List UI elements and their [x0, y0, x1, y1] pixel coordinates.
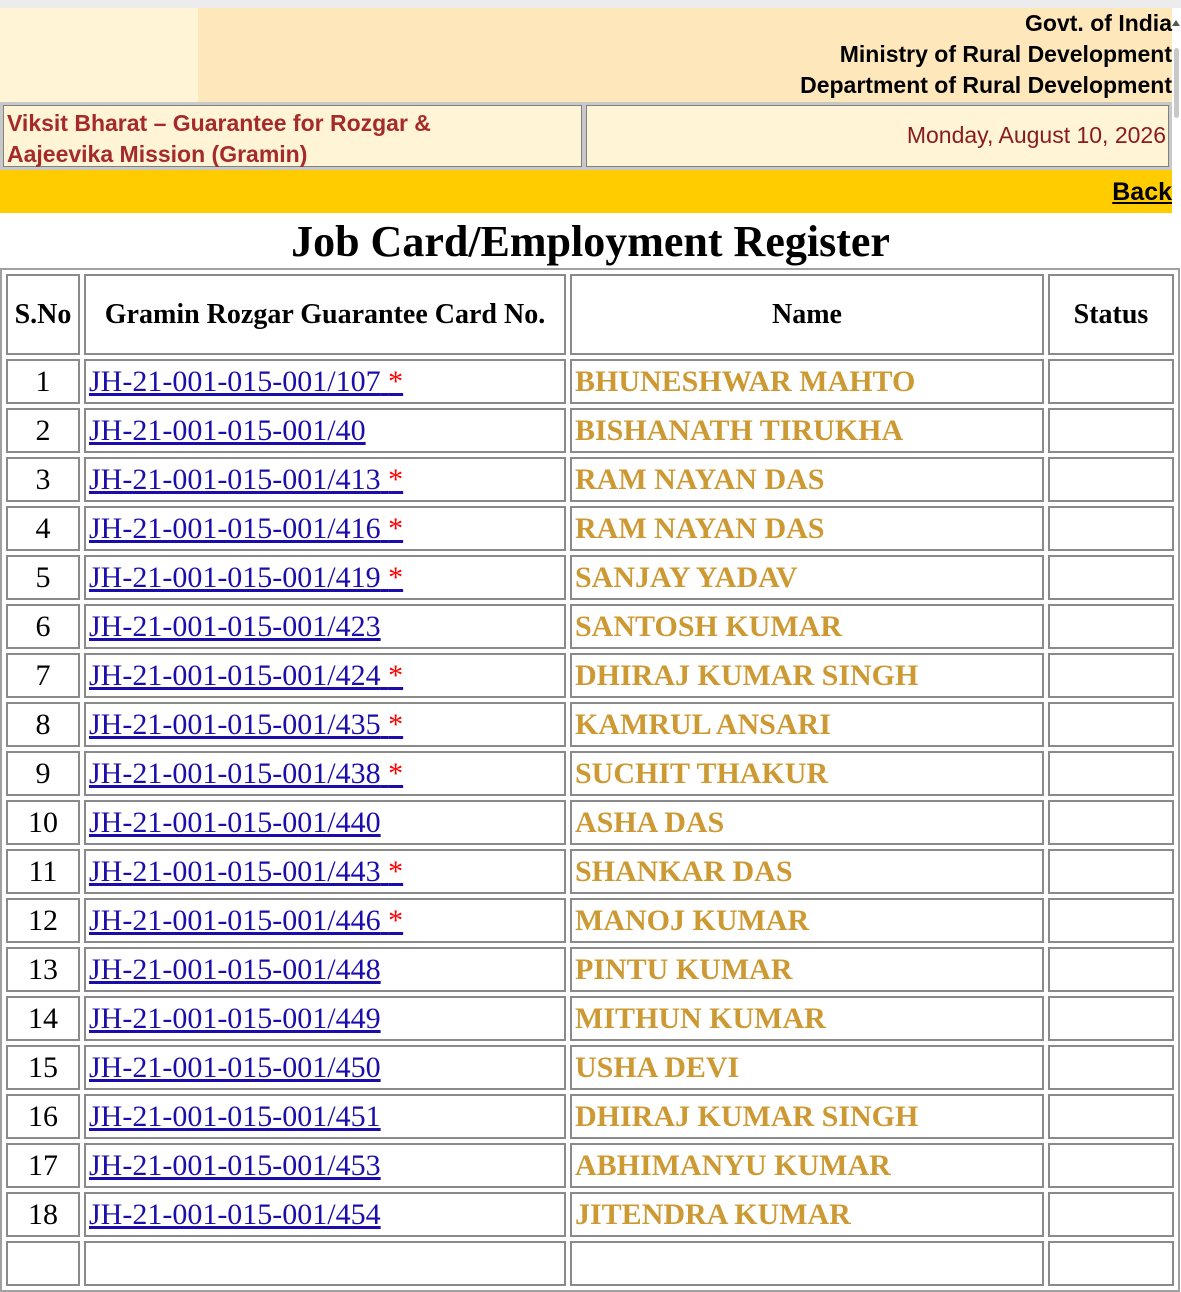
card-number-link[interactable]: [89, 1149, 381, 1182]
table-row: [6, 1045, 1174, 1090]
table-row: [6, 359, 1174, 404]
serial-number: 18: [6, 1192, 80, 1237]
card-number-link[interactable]: [89, 708, 403, 741]
card-number-link[interactable]: [89, 414, 366, 447]
card-number-cell: [84, 800, 566, 845]
card-number-cell: [84, 653, 566, 698]
table-row: [6, 506, 1174, 551]
person-name: SANJAY YADAV: [570, 555, 1044, 600]
card-number-text: JH-21-001-015-001/413: [89, 462, 381, 496]
table-row: [6, 947, 1174, 992]
asterisk-marker: *: [388, 707, 404, 741]
table-row: [6, 1192, 1174, 1237]
status-cell: [1048, 1094, 1174, 1139]
status-cell: [1048, 947, 1174, 992]
status-cell: [1048, 506, 1174, 551]
date-cell: [586, 105, 1169, 167]
card-number-cell: [84, 1192, 566, 1237]
back-link[interactable]: Back: [1112, 178, 1172, 206]
person-name: [570, 1241, 1044, 1286]
person-name: MANOJ KUMAR: [570, 898, 1044, 943]
table-row: [6, 604, 1174, 649]
serial-number: 7: [6, 653, 80, 698]
card-number-link[interactable]: [89, 1100, 381, 1133]
column-header-card-no: Gramin Rozgar Guarantee Card No.: [84, 274, 566, 355]
card-number-text: JH-21-001-015-001/440: [89, 805, 381, 839]
card-number-link[interactable]: [89, 1051, 381, 1084]
card-number-text: JH-21-001-015-001/453: [89, 1148, 381, 1182]
card-number-text: JH-21-001-015-001/419: [89, 560, 381, 594]
status-cell: [1048, 604, 1174, 649]
asterisk-marker: *: [388, 364, 404, 398]
header-top-panel: [198, 8, 1172, 102]
asterisk-marker: *: [388, 511, 404, 545]
asterisk-marker: *: [388, 903, 404, 937]
table-row: [6, 457, 1174, 502]
status-cell: [1048, 408, 1174, 453]
card-number-cell: [84, 751, 566, 796]
table-row: [6, 408, 1174, 453]
department-text: Department of Rural Development: [800, 72, 1172, 98]
person-name: MITHUN KUMAR: [570, 996, 1044, 1041]
card-number-link[interactable]: [89, 512, 403, 545]
asterisk-marker: *: [388, 756, 404, 790]
serial-number: 14: [6, 996, 80, 1041]
card-number-text: JH-21-001-015-001/443: [89, 854, 381, 888]
card-number-cell: [84, 849, 566, 894]
table-row: [6, 751, 1174, 796]
person-name: DHIRAJ KUMAR SINGH: [570, 1094, 1044, 1139]
asterisk-marker: *: [388, 658, 404, 692]
card-number-cell: [84, 506, 566, 551]
card-number-cell: [84, 996, 566, 1041]
person-name: USHA DEVI: [570, 1045, 1044, 1090]
card-number-cell: [84, 1094, 566, 1139]
person-name: RAM NAYAN DAS: [570, 457, 1044, 502]
card-number-text: JH-21-001-015-001/424: [89, 658, 381, 692]
serial-number: 6: [6, 604, 80, 649]
page-title: Job Card/Employment Register: [291, 217, 890, 266]
person-name: DHIRAJ KUMAR SINGH: [570, 653, 1044, 698]
card-number-text: JH-21-001-015-001/423: [89, 609, 381, 643]
card-number-link[interactable]: [89, 904, 403, 937]
mission-cell: [3, 105, 582, 167]
job-card-register-table: [0, 268, 1180, 1292]
serial-number: 4: [6, 506, 80, 551]
card-number-cell: [84, 555, 566, 600]
card-number-cell: [84, 1241, 566, 1286]
card-number-link[interactable]: [89, 610, 381, 643]
status-cell: [1048, 555, 1174, 600]
card-number-cell: [84, 1143, 566, 1188]
person-name: BISHANATH TIRUKHA: [570, 408, 1044, 453]
status-cell: [1048, 800, 1174, 845]
serial-number: 13: [6, 947, 80, 992]
card-number-link[interactable]: [89, 953, 381, 986]
card-number-text: JH-21-001-015-001/107: [89, 364, 381, 398]
person-name: BHUNESHWAR MAHTO: [570, 359, 1044, 404]
card-number-text: JH-21-001-015-001/448: [89, 952, 381, 986]
ministry-text: Ministry of Rural Development: [839, 41, 1172, 67]
card-number-cell: [84, 408, 566, 453]
serial-number: 9: [6, 751, 80, 796]
current-date: Monday, August 10, 2026: [906, 122, 1166, 148]
card-number-text: JH-21-001-015-001/450: [89, 1050, 381, 1084]
asterisk-marker: *: [388, 854, 404, 888]
header-top: [0, 8, 1172, 102]
mission-name: [7, 108, 431, 170]
status-cell: [1048, 849, 1174, 894]
card-number-cell: [84, 604, 566, 649]
mission-name-line2: Aajeevika Mission (Gramin): [7, 141, 308, 167]
header-info-bar: [0, 102, 1172, 170]
serial-number: 8: [6, 702, 80, 747]
table-row: [6, 702, 1174, 747]
card-number-cell: [84, 457, 566, 502]
status-cell: [1048, 1241, 1174, 1286]
serial-number: [6, 1241, 80, 1286]
card-number-link[interactable]: [89, 659, 403, 692]
mission-name-line1: Viksit Bharat – Guarantee for Rozgar &: [7, 110, 431, 136]
card-number-text: JH-21-001-015-001/435: [89, 707, 381, 741]
serial-number: 12: [6, 898, 80, 943]
serial-number: 11: [6, 849, 80, 894]
serial-number: 2: [6, 408, 80, 453]
card-number-cell: [84, 898, 566, 943]
serial-number: 3: [6, 457, 80, 502]
status-cell: [1048, 1143, 1174, 1188]
person-name: SHANKAR DAS: [570, 849, 1044, 894]
card-number-text: JH-21-001-015-001/454: [89, 1197, 381, 1231]
column-header-status: Status: [1048, 274, 1174, 355]
serial-number: 17: [6, 1143, 80, 1188]
govt-heading: [800, 8, 1172, 101]
card-number-link[interactable]: [89, 463, 403, 496]
table-row: [6, 849, 1174, 894]
person-name: ABHIMANYU KUMAR: [570, 1143, 1044, 1188]
table-row: [6, 653, 1174, 698]
serial-number: 10: [6, 800, 80, 845]
status-cell: [1048, 996, 1174, 1041]
person-name: JITENDRA KUMAR: [570, 1192, 1044, 1237]
serial-number: 15: [6, 1045, 80, 1090]
card-number-text: JH-21-001-015-001/451: [89, 1099, 381, 1133]
card-number-text: JH-21-001-015-001/438: [89, 756, 381, 790]
table-row: [6, 800, 1174, 845]
card-number-cell: [84, 702, 566, 747]
status-cell: [1048, 457, 1174, 502]
nav-bar: [0, 170, 1172, 213]
status-cell: [1048, 702, 1174, 747]
asterisk-marker: *: [388, 462, 404, 496]
status-cell: [1048, 751, 1174, 796]
card-number-text: JH-21-001-015-001/449: [89, 1001, 381, 1035]
card-number-cell: [84, 359, 566, 404]
card-number-cell: [84, 1045, 566, 1090]
status-cell: [1048, 1192, 1174, 1237]
asterisk-marker: *: [388, 560, 404, 594]
card-number-cell: [84, 947, 566, 992]
card-number-link[interactable]: [89, 855, 403, 888]
status-cell: [1048, 898, 1174, 943]
table-row: [6, 1143, 1174, 1188]
card-number-link[interactable]: [89, 561, 403, 594]
table-row: [6, 555, 1174, 600]
status-cell: [1048, 653, 1174, 698]
govt-of-india-text: Govt. of India: [1025, 10, 1172, 36]
card-number-link[interactable]: [89, 365, 403, 398]
scrollbar[interactable]: [1172, 10, 1181, 110]
person-name: SUCHIT THAKUR: [570, 751, 1044, 796]
person-name: ASHA DAS: [570, 800, 1044, 845]
table-row: [6, 996, 1174, 1041]
serial-number: 16: [6, 1094, 80, 1139]
table-row: [6, 1241, 1174, 1286]
person-name: PINTU KUMAR: [570, 947, 1044, 992]
card-number-link[interactable]: [89, 1198, 381, 1231]
column-header-sno: S.No: [6, 274, 80, 355]
status-cell: [1048, 359, 1174, 404]
status-cell: [1048, 1045, 1174, 1090]
person-name: RAM NAYAN DAS: [570, 506, 1044, 551]
column-header-name: Name: [570, 274, 1044, 355]
table-row: [6, 898, 1174, 943]
serial-number: 5: [6, 555, 80, 600]
person-name: KAMRUL ANSARI: [570, 702, 1044, 747]
scrollbar-thumb[interactable]: [1174, 48, 1179, 118]
person-name: SANTOSH KUMAR: [570, 604, 1044, 649]
table-header-row: [6, 274, 1174, 355]
card-number-link[interactable]: [89, 757, 403, 790]
card-number-text: JH-21-001-015-001/40: [89, 413, 366, 447]
card-number-link[interactable]: [89, 806, 381, 839]
card-number-text: JH-21-001-015-001/446: [89, 903, 381, 937]
scroll-up-icon[interactable]: [1172, 20, 1180, 26]
serial-number: 1: [6, 359, 80, 404]
card-number-link[interactable]: [89, 1002, 381, 1035]
table-row: [6, 1094, 1174, 1139]
card-number-text: JH-21-001-015-001/416: [89, 511, 381, 545]
top-border: [0, 0, 1181, 8]
